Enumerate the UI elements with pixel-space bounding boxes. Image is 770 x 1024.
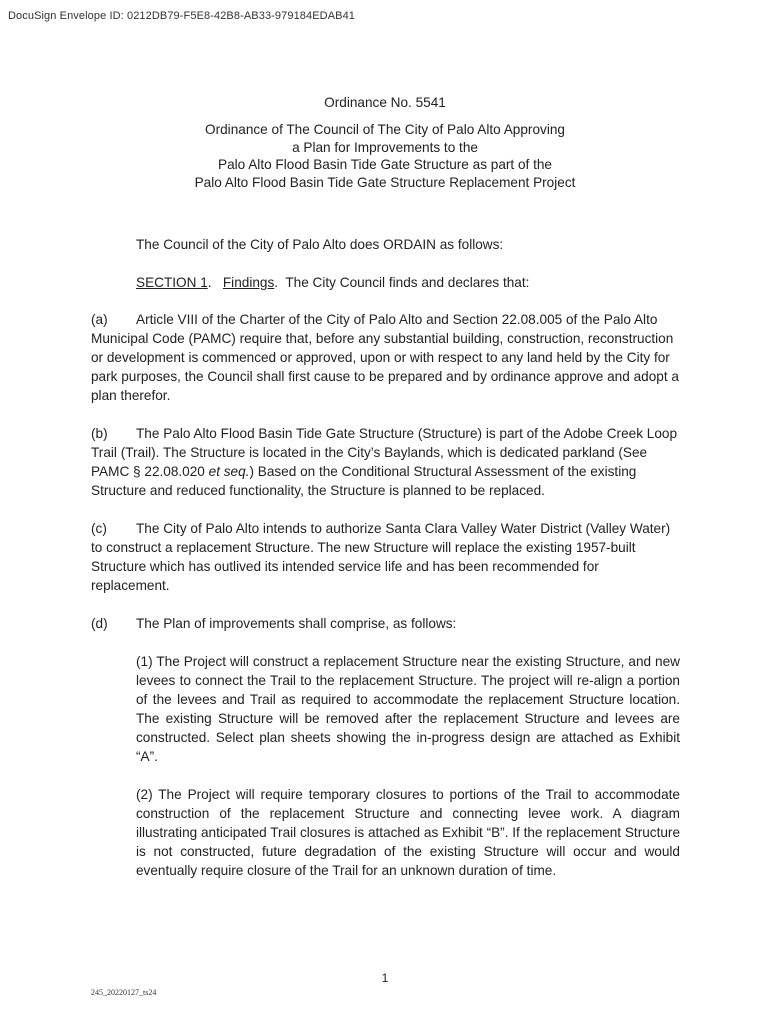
section-1-heading: SECTION 1. Findings. The City Council finds and declares that: xyxy=(136,275,530,290)
ordinance-title xyxy=(0,121,770,191)
paragraph-text: The Palo Alto Flood Basin Tide Gate Structure (Structure) is part of the Adobe Creek Loop Trail (Trail). The Structure is located in the City’s Baylands, which is dedicated parkland (See PAMC § 22.08.020 xyxy=(91,426,678,479)
paragraph-b xyxy=(91,424,681,500)
paragraph-text: The City of Palo Alto intends to authorize Santa Clara Valley Water District (Valley Water) to construct a replacement Structure. The new Structure will replace the existing 1957-built Structure which has outlived its intended service life and has been recommended for replacement. xyxy=(91,521,671,593)
ordain-statement: The Council of the City of Palo Alto does ORDAIN as follows: xyxy=(136,237,504,252)
paragraph-label: (c) xyxy=(91,521,107,536)
plan-item-2: (2) The Project will require temporary closures to portions of the Trail to accommodate construction of the replacement Structure and connecting levee work. A diagram illustrating anticipated Trail closures is attached as Exhibit “B”. If the replacement Structure is not constructed, future degradation of the existing Structure will occur and would eventually require closure of the Trail for an unknown duration of time. xyxy=(136,787,681,878)
paragraph-label: (a) xyxy=(91,312,108,327)
plan-item-1: (1) The Project will construct a replacement Structure near the existing Structure, and new levees to connect the Trail to the replacement Structure. The project will re-align a portion of the levees and Trail as required to accommodate the replacement Structure location. The existing Structure will be removed after the replacement Structure and levees are constructed. Select plan sheets showing the in-progress design are attached as Exhibit “A”. xyxy=(136,654,680,764)
section-intro: The City Council finds and declares that: xyxy=(285,275,530,290)
title-line: Palo Alto Flood Basin Tide Gate Structure as part of the xyxy=(218,157,552,172)
paragraph-label: (d) xyxy=(91,616,108,631)
footer-code: 245_20220127_ts24 xyxy=(91,988,157,997)
title-line: a Plan for Improvements to the xyxy=(292,139,478,155)
page-number: 1 xyxy=(381,971,389,985)
paragraph-text-end: ) Based on the Conditional Structural Assessment of the existing Structure and reduced functionality, the Structure is planned to be replaced. xyxy=(91,464,637,498)
paragraph-text: The Plan of improvements shall comprise, as follows: xyxy=(136,616,457,631)
paragraph-c xyxy=(91,519,681,595)
paragraph-text: Article VIII of the Charter of the City of Palo Alto and Section 22.08.005 of the Palo Alto Municipal Code (PAMC) require that, before any substantial building, construction, reconstruction or development is commenced or approved, upon or with respect to any land held by the City for park purposes, the Council shall first cause to be prepared and by ordinance approve and adopt a plan therefor. xyxy=(91,312,679,403)
ordinance-number: Ordinance No. 5541 xyxy=(324,95,446,110)
paragraph-a xyxy=(91,310,681,405)
paragraph-text-italic: et seq. xyxy=(208,464,250,479)
paragraph-d xyxy=(91,614,681,633)
paragraph-label: (b) xyxy=(91,426,108,441)
docusign-envelope-id: DocuSign Envelope ID: 0212DB79-F5E8-42B8-AB33-979184EDAB41 xyxy=(8,10,356,22)
section-heading: Findings xyxy=(222,275,275,290)
title-line: Palo Alto Flood Basin Tide Gate Structure Replacement Project xyxy=(194,174,576,190)
title-line: Ordinance of The Council of The City of Palo Alto Approving xyxy=(205,122,565,137)
section-label: SECTION 1 xyxy=(136,275,208,290)
